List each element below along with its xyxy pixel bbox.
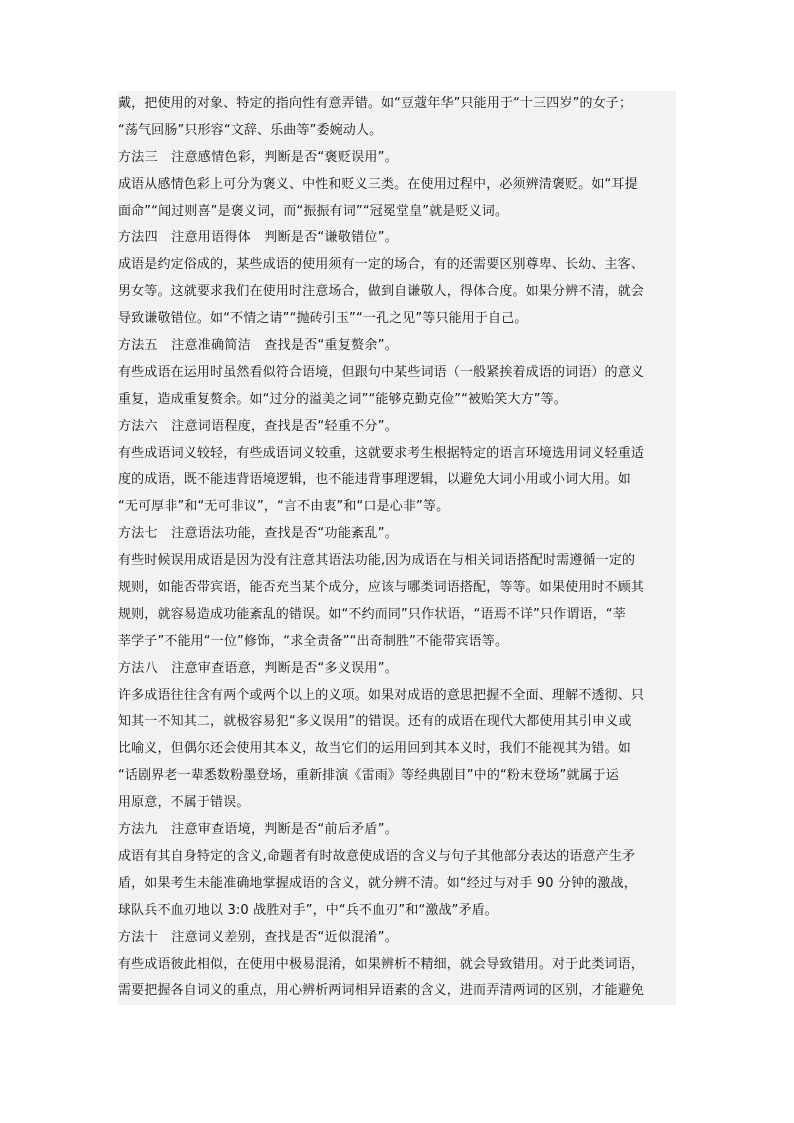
method-heading: 方法六 注意词语程度，查找是否“轻重不分”。 <box>118 418 399 434</box>
body-text-line: 成语有其自身特定的含义,命题者有时故意使成语的含义与句子其他部分表达的语意产生矛 <box>118 848 636 864</box>
method-heading: 方法九 注意审查语境，判断是否“前后矛盾”。 <box>118 822 399 838</box>
body-text-line: 球队兵不血刃地以 3:0 战胜对手”，中“兵不血刃”和“激战”矛盾。 <box>118 902 498 918</box>
body-text-line: 知其一不知其二，就极容易犯“多义误用”的错误。还有的成语在现代大都使用其引申义或 <box>118 714 632 730</box>
body-text-line: 莘学子”不能用“一位”修饰，“求全责备”“出奇制胜”不能带宾语等。 <box>118 633 509 649</box>
method-heading: 方法四 注意用语得体 判断是否“谦敬错位”。 <box>118 230 399 246</box>
body-text-line: 度的成语，既不能违背语境逻辑，也不能违背事理逻辑，以避免大词小用或小词大用。如 <box>118 472 631 488</box>
body-text-line: 比喻义，但偶尔还会使用其本义，故当它们的运用回到其本义时，我们不能视其为错。如 <box>118 741 631 757</box>
method-heading: 方法七 注意语法功能，查找是否“功能紊乱”。 <box>118 526 399 542</box>
document-body <box>118 91 676 1005</box>
method-heading: 方法五 注意准确简洁 查找是否“重复赘余”。 <box>118 338 399 354</box>
body-text-line: 重复，造成重复赘余。如“过分的溢美之词”“能够克勤克俭”“被贻笑大方”等。 <box>118 391 567 407</box>
body-text-line: 戴，把使用的对象、特定的指向性有意弄错。如“豆蔻年华”只能用于“十三四岁”的女子； <box>118 96 633 111</box>
body-text-line: 用原意，不属于错误。 <box>118 795 250 811</box>
method-heading: 方法三 注意感情色彩，判断是否“褒贬误用”。 <box>118 149 399 165</box>
body-text-line: 面命”“闻过则喜”是褒义词，而“振振有词”“冠冕堂皇”就是贬义词。 <box>118 203 509 219</box>
body-text-line: 成语从感情色彩上可分为褒义、中性和贬义三类。在使用过程中，必须辨清褒贬。如“耳提 <box>118 176 638 192</box>
body-text-line: 有些成语彼此相似，在使用中极易混淆，如果辨析不精细，就会导致错用。对于此类词语， <box>118 956 645 972</box>
body-text-line: 规则，就容易造成功能紊乱的错误。如“不约而同”只作状语，“语焉不详”只作谓语，“莘 <box>118 606 626 622</box>
body-text-line: 有些成语词义较轻，有些成语词义较重，这就要求考生根据特定的语言环境选用词义轻重适 <box>118 445 645 461</box>
body-text-line: 导致谦敬错位。如“不情之请”“抛砖引玉”“一孔之见”等只能用于自己。 <box>118 311 528 327</box>
body-text-line: “无可厚非”和“无可非议”，“言不由衷”和“口是心非”等。 <box>118 499 450 515</box>
body-text-line: 许多成语往往含有两个或两个以上的义项。如果对成语的意思把握不全面、理解不透彻、只 <box>118 687 645 703</box>
body-text-line: 需要把握各自词义的重点，用心辨析两词相异语素的含义，进而弄清两词的区别，才能避免 <box>118 983 645 999</box>
body-text-line: 男女等。这就要求我们在使用时注意场合，做到自谦敬人，得体合度。如果分辨不清，就会 <box>118 284 645 300</box>
body-text-line: 规则，如能否带宾语，能否充当某个成分，应该与哪类词语搭配，等等。如果使用时不顾其 <box>118 580 645 596</box>
method-heading: 方法八 注意审查语意，判断是否“多义误用”。 <box>118 660 399 676</box>
body-text-line: 成语是约定俗成的，某些成语的使用须有一定的场合，有的还需要区别尊卑、长幼、主客、 <box>118 257 645 273</box>
body-text-line: “话剧界老一辈悉数粉墨登场，重新排演《雷雨》等经典剧目”中的“粉末登场”就属于运 <box>118 768 619 784</box>
body-text-line: “荡气回肠”只形容“文辞、乐曲等”委婉动人。 <box>118 122 383 138</box>
body-text-line: 有些成语在运用时虽然看似符合语境，但跟句中某些词语（一般紧挨着成语的词语）的意义 <box>118 364 645 380</box>
body-text-line: 有些时候误用成语是因为没有注意其语法功能,因为成语在与相关词语搭配时需遵循一定的 <box>118 553 636 569</box>
method-heading: 方法十 注意词义差别，查找是否“近似混淆”。 <box>118 929 399 945</box>
body-text-line: 盾，如果考生未能准确地掌握成语的含义，就分辨不清。如“经过与对手 90 分钟的激战， <box>118 875 637 891</box>
